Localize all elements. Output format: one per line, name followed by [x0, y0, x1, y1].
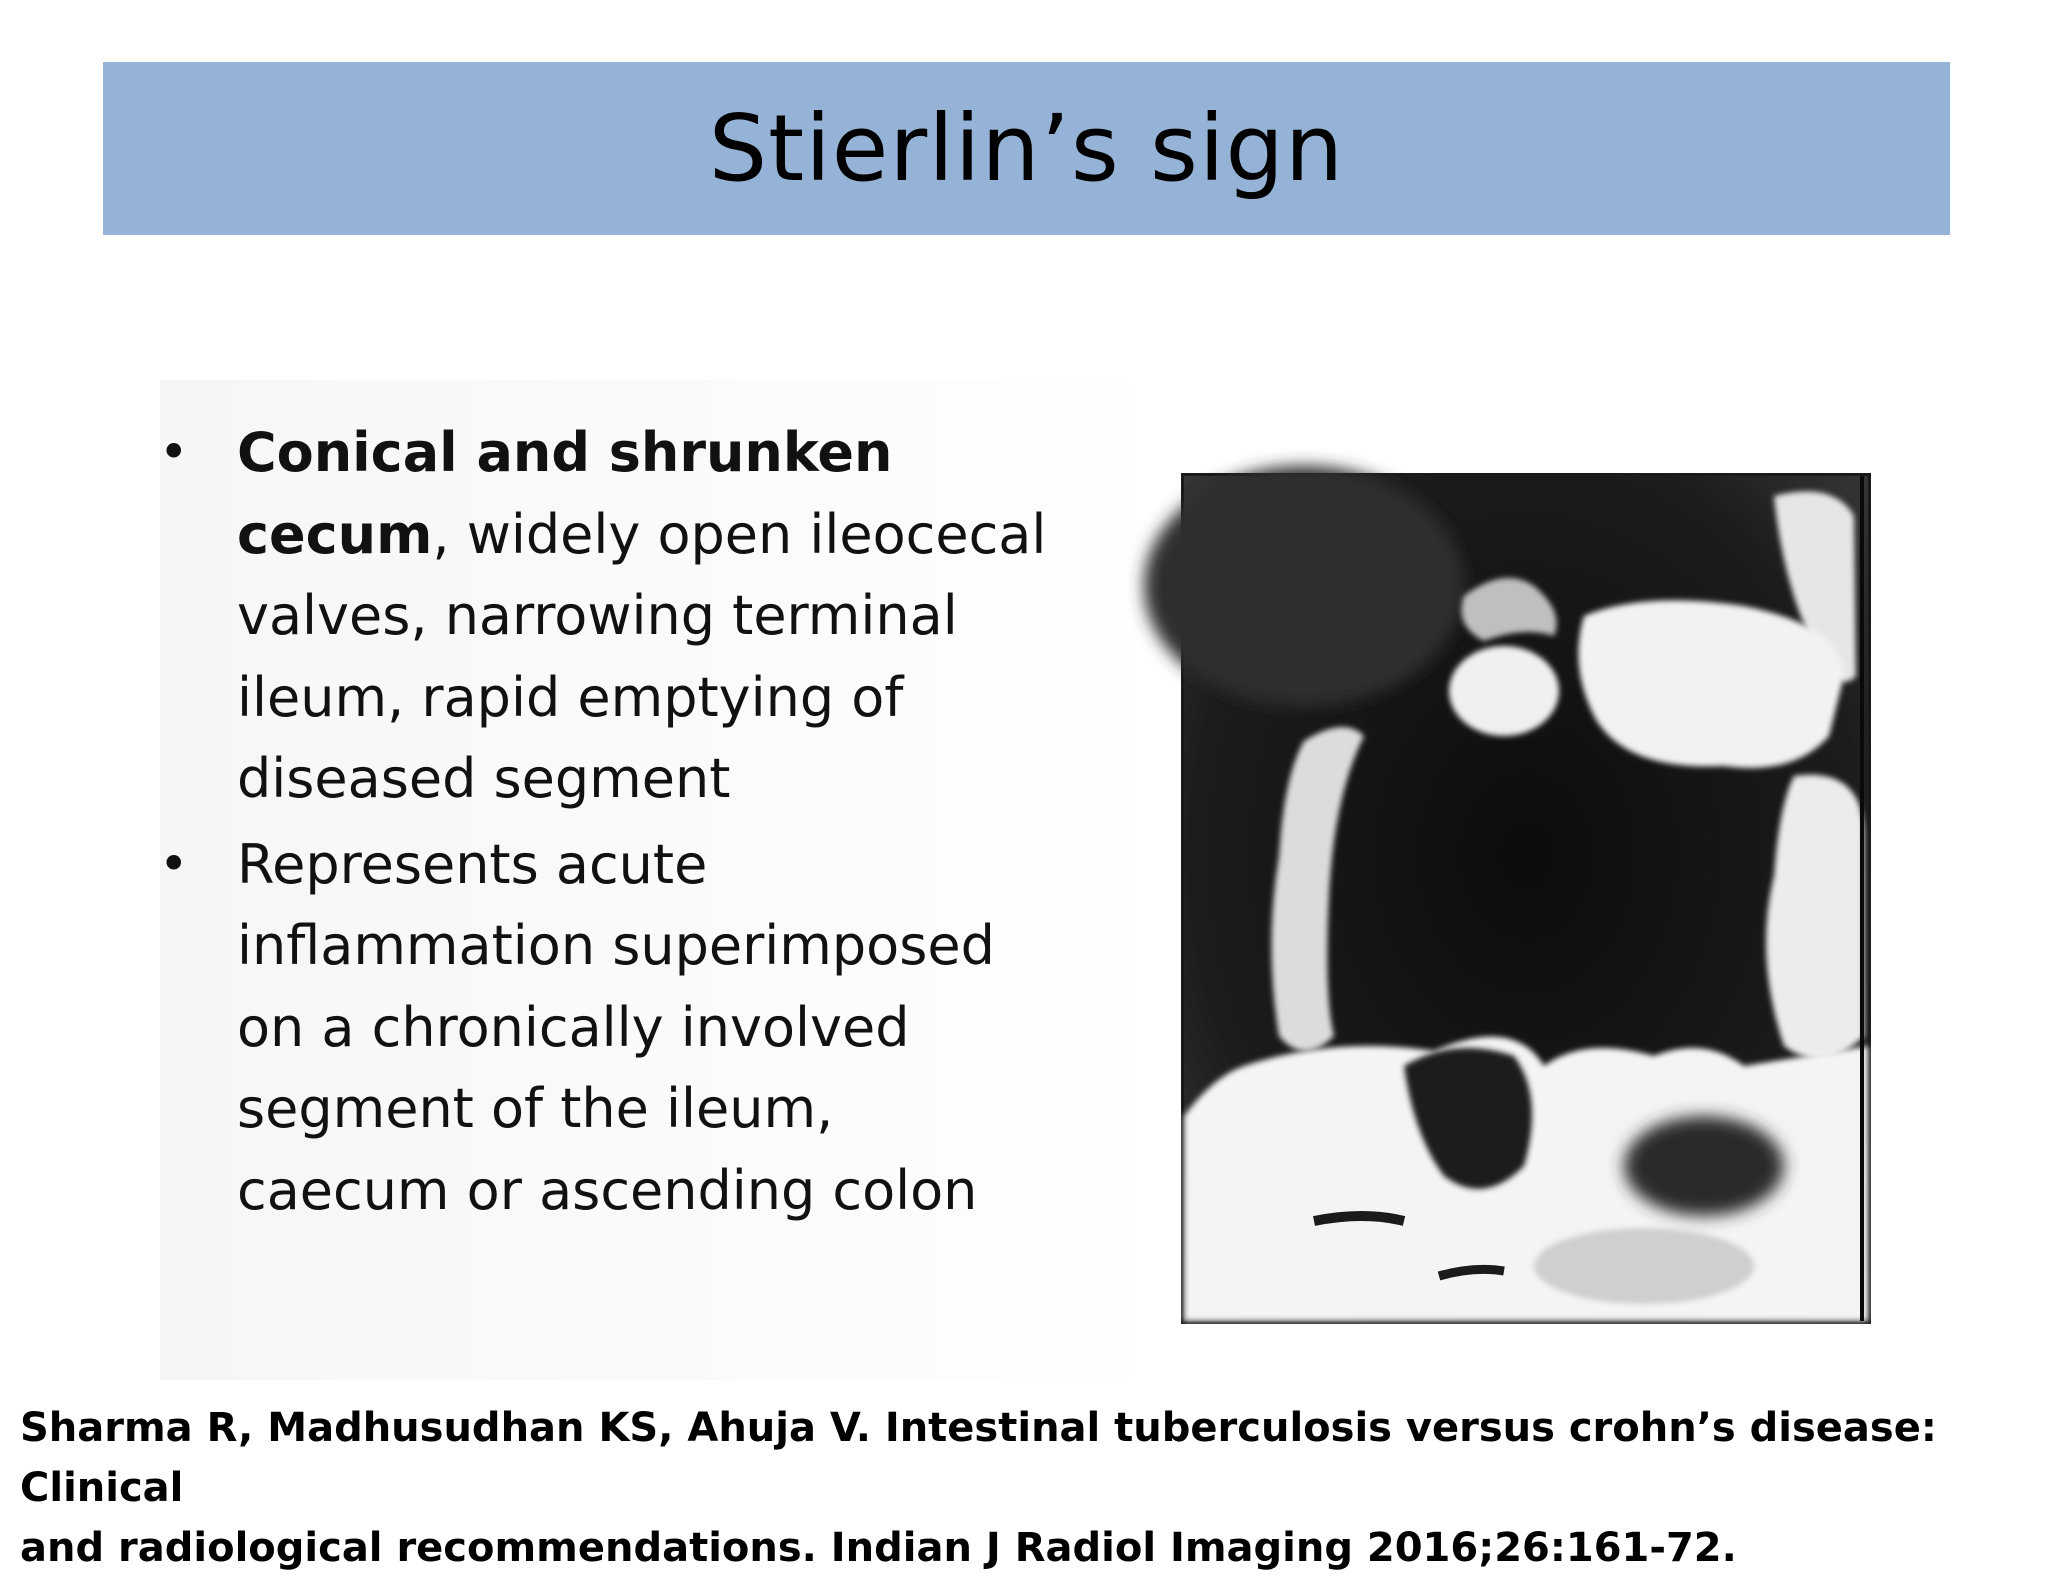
bullet-item: [155, 824, 1055, 1232]
bullet-text: Represents acute inflammation superimposed on a chronically involved segment of the ileum, caecum or ascending colon: [237, 832, 995, 1222]
bullet-list: [155, 412, 1055, 1235]
bullet-item: [155, 412, 1055, 820]
barium-xray-image: [1181, 473, 1871, 1324]
title-bar: [103, 62, 1950, 235]
bullet-dot: •: [159, 423, 189, 481]
bullet-dot: •: [159, 834, 189, 893]
slide-title: Stierlin’s sign: [708, 94, 1345, 202]
citation-line-2: and radiological recommendations. Indian J Radiol Imaging 2016;26:161-72.: [20, 1525, 1737, 1571]
citation: [20, 1398, 2020, 1578]
citation-line-1: Sharma R, Madhusudhan KS, Ahuja V. Intestinal tuberculosis versus crohn’s disease: Clinical: [20, 1405, 1937, 1511]
xray-graphic: [1184, 476, 1868, 1321]
bullet-bold-text: Conical and shrunken cecum: [237, 421, 893, 566]
bullet-text: , widely open ileocecal valves, narrowing terminal ileum, rapid emptying of diseased segment: [237, 502, 1047, 810]
